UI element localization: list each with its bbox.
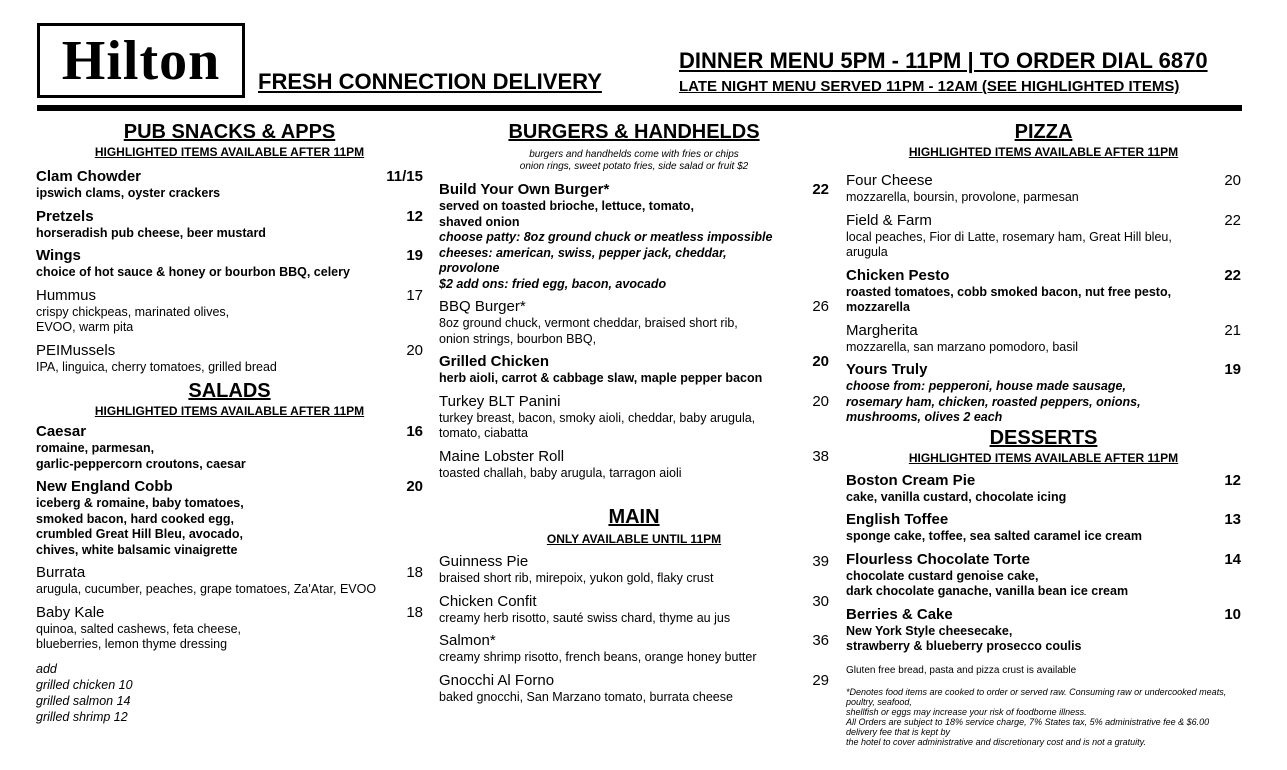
item-description: braised short rib, mirepoix, yukon gold, flaky crust — [439, 571, 714, 585]
item-name: English Toffee — [846, 511, 949, 528]
item-name: PEIMussels — [36, 341, 116, 359]
item-description: IPA, linguica, cherry tomatoes, grilled bread — [36, 359, 277, 374]
item-price: 22 — [1224, 266, 1241, 284]
column-left — [36, 120, 423, 725]
item-description: onion strings, bourbon BBQ, — [439, 331, 597, 346]
item-description: cake, vanilla custard, chocolate icing — [846, 489, 1067, 504]
item-description: herb aioli, carrot & cabbage slaw, maple pepper bacon — [439, 371, 763, 385]
item-price: 20 — [406, 478, 423, 495]
item-description: sponge cake, toffee, sea salted caramel ice cream — [846, 529, 1142, 543]
item-description: creamy shrimp risotto, french beans, orange honey butter — [439, 650, 757, 664]
menu-item — [36, 247, 423, 281]
item-name: Maine Lobster Roll — [439, 447, 565, 465]
header-divider — [37, 105, 1242, 111]
menu-item — [439, 298, 829, 347]
text-line: add — [36, 661, 57, 676]
item-price: 29 — [812, 671, 829, 689]
pizza-items — [846, 172, 1241, 426]
column-center — [439, 120, 829, 705]
pub-subtitle: HIGHLIGHTED ITEMS AVAILABLE AFTER 11PM — [94, 145, 365, 159]
menu-item — [36, 478, 423, 558]
page-title: FRESH CONNECTION DELIVERY — [258, 69, 602, 94]
item-price: 18 — [406, 564, 423, 581]
item-name: Boston Cream Pie — [846, 471, 976, 489]
item-name: Pretzels — [36, 207, 94, 225]
pub-items — [36, 168, 423, 375]
text-line: burgers and handhelds come with fries or chips — [529, 149, 739, 160]
salads-title: SALADS — [188, 380, 271, 402]
item-name: Hummus — [36, 286, 97, 304]
item-description: rosemary ham, chicken, roasted peppers, onions, — [846, 394, 1141, 409]
menu-item — [36, 208, 423, 242]
menu-item — [439, 632, 829, 666]
item-name: Build Your Own Burger* — [439, 181, 610, 198]
item-description: choice of hot sauce & honey or bourbon BBQ, celery — [36, 265, 350, 279]
item-price: 13 — [1224, 511, 1241, 528]
menu-item — [846, 472, 1241, 506]
hilton-logo — [37, 23, 245, 98]
menu-item — [36, 604, 423, 653]
menu-item — [439, 181, 829, 292]
item-description: baked gnocchi, San Marzano tomato, burrata cheese — [439, 689, 733, 704]
menu-item — [846, 172, 1241, 206]
item-description: local peaches, Fior di Latte, rosemary ham, Great Hill bleu, — [846, 229, 1172, 244]
item-price: 16 — [406, 423, 423, 440]
burgers-note — [439, 149, 829, 173]
pizza-title: PIZZA — [1014, 121, 1073, 143]
item-price: 20 — [406, 341, 423, 359]
item-description: mozzarella, san marzano pomodoro, basil — [846, 339, 1079, 354]
item-name: Flourless Chocolate Torte — [846, 550, 1030, 568]
main-subtitle: ONLY AVAILABLE UNTIL 11PM — [546, 532, 722, 546]
item-name: Turkey BLT Panini — [439, 392, 561, 410]
item-options: $2 add ons: fried egg, bacon, avocado — [439, 276, 667, 291]
item-name: Field & Farm — [846, 211, 932, 229]
menu-item — [36, 287, 423, 336]
item-description: mushrooms, olives 2 each — [846, 410, 1003, 424]
item-name: Caesar — [36, 423, 87, 440]
main-title: MAIN — [608, 506, 660, 528]
salad-addons — [36, 661, 423, 725]
item-description: arugula — [846, 245, 888, 259]
item-description: garlic-peppercorn croutons, caesar — [36, 456, 246, 471]
desserts-items — [846, 472, 1241, 655]
menu-item — [846, 551, 1241, 600]
item-price: 26 — [812, 298, 829, 315]
item-price: 11/15 — [386, 168, 423, 185]
gluten-free-note: Gluten free bread, pasta and pizza crust is available — [846, 664, 1077, 676]
late-night-note: LATE NIGHT MENU SERVED 11PM - 12AM (SEE HIGHLIGHTED ITEMS) — [679, 78, 1180, 95]
item-options: cheeses: american, swiss, pepper jack, cheddar, — [439, 245, 727, 260]
item-options: choose patty: 8oz ground chuck or meatless impossible — [439, 230, 773, 244]
item-description: mozzarella, boursin, provolone, parmesan — [846, 190, 1079, 204]
item-description: mozzarella — [846, 300, 910, 314]
column-right — [846, 120, 1241, 747]
item-price: 14 — [1224, 550, 1241, 568]
item-description: New York Style cheesecake, — [846, 623, 1013, 638]
item-price: 12 — [1224, 471, 1241, 489]
menu-item — [439, 593, 829, 627]
item-price: 18 — [406, 603, 423, 621]
item-price: 19 — [1224, 361, 1241, 378]
item-description: quinoa, salted cashews, feta cheese, — [36, 621, 241, 636]
item-description: shaved onion — [439, 214, 520, 229]
item-description: chocolate custard genoise cake, — [846, 568, 1039, 583]
item-price: 20 — [1224, 172, 1241, 189]
menu-item — [439, 672, 829, 706]
item-description: smoked bacon, hard cooked egg, — [36, 511, 234, 526]
menu-item — [846, 511, 1241, 545]
item-name: Chicken Confit — [439, 592, 537, 610]
item-price: 10 — [1224, 605, 1241, 623]
item-description: choose from: pepperoni, house made sausage, — [846, 379, 1126, 393]
item-price: 20 — [812, 353, 829, 370]
item-price: 30 — [812, 592, 829, 610]
item-price: 17 — [406, 286, 423, 304]
item-description: horseradish pub cheese, beer mustard — [36, 225, 266, 240]
disclaimer — [846, 687, 1241, 747]
item-description: toasted challah, baby arugula, tarragon aioli — [439, 465, 682, 480]
text-line: the hotel to cover administrative and discretionary cost and is not a gratuity. — [846, 736, 1146, 747]
item-name: Baby Kale — [36, 603, 105, 621]
item-price: 20 — [812, 392, 829, 410]
item-name: Wings — [36, 247, 81, 264]
menu-item — [36, 342, 423, 376]
item-description: romaine, parmesan, — [36, 441, 155, 455]
dinner-hours: DINNER MENU 5PM - 11PM | TO ORDER DIAL 6870 — [679, 48, 1208, 73]
item-options: provolone — [439, 261, 500, 275]
desserts-subtitle: HIGHLIGHTED ITEMS AVAILABLE AFTER 11PM — [908, 450, 1179, 465]
item-description: ipswich clams, oyster crackers — [36, 186, 221, 200]
item-price: 36 — [812, 632, 829, 649]
item-name: Four Cheese — [846, 172, 933, 189]
item-name: Burrata — [36, 564, 86, 581]
pub-title: PUB SNACKS & APPS — [123, 121, 336, 143]
item-price: 19 — [406, 247, 423, 264]
menu-item — [439, 448, 829, 482]
burgers-items — [439, 181, 829, 481]
text-line: grilled shrimp 12 — [36, 709, 128, 724]
item-name: Clam Chowder — [36, 168, 142, 185]
text-line: All Orders are subject to 18% service charge, 7% States tax, 5% administrative fee & $6.00 delivery fee that is kept by — [846, 716, 1210, 737]
text-line: grilled salmon 14 — [36, 693, 131, 708]
item-name: New England Cobb — [36, 478, 173, 495]
item-name: Chicken Pesto — [846, 266, 950, 284]
item-price: 22 — [812, 181, 829, 198]
item-description: arugula, cucumber, peaches, grape tomatoes, Za'Atar, EVOO — [36, 582, 377, 596]
item-description: blueberries, lemon thyme dressing — [36, 637, 228, 651]
item-price: 12 — [406, 207, 423, 225]
item-name: Yours Truly — [846, 361, 928, 378]
item-description: roasted tomatoes, cobb smoked bacon, nut free pesto, — [846, 284, 1172, 299]
text-line: grilled chicken 10 — [36, 677, 133, 692]
item-name: Salmon* — [439, 632, 496, 649]
menu-item — [846, 212, 1241, 261]
item-name: Gnocchi Al Forno — [439, 671, 555, 689]
text-line: onion rings, sweet potato fries, side salad or fruit $2 — [519, 161, 749, 172]
item-description: crumbled Great Hill Bleu, avocado, — [36, 527, 244, 541]
item-description: EVOO, warm pita — [36, 320, 134, 334]
desserts-title: DESSERTS — [989, 426, 1098, 449]
menu-item — [439, 353, 829, 387]
text-line: shellfish or eggs may increase your risk of foodborne illness. — [846, 706, 1087, 717]
item-description: strawberry & blueberry prosecco coulis — [846, 639, 1082, 653]
item-description: iceberg & romaine, baby tomatoes, — [36, 496, 244, 510]
item-name: Grilled Chicken — [439, 353, 550, 370]
item-price: 21 — [1224, 321, 1241, 339]
item-description: tomato, ciabatta — [439, 426, 528, 440]
menu-item — [439, 553, 829, 587]
item-name: BBQ Burger* — [439, 298, 526, 315]
item-description: crispy chickpeas, marinated olives, — [36, 304, 230, 319]
burgers-title: BURGERS & HANDHELDS — [508, 121, 760, 143]
item-price: 22 — [1224, 211, 1241, 229]
item-description: 8oz ground chuck, vermont cheddar, braised short rib, — [439, 316, 738, 330]
item-price: 38 — [812, 447, 829, 465]
menu-item — [36, 168, 423, 202]
menu-item — [36, 564, 423, 598]
item-name: Guinness Pie — [439, 553, 529, 570]
item-description: creamy herb risotto, sauté swiss chard, thyme au jus — [439, 610, 731, 625]
item-description: chives, white balsamic vinaigrette — [36, 542, 238, 557]
item-name: Berries & Cake — [846, 605, 953, 623]
text-line: *Denotes food items are cooked to order or served raw. Consuming raw or undercooked meats, poultry, seafood, — [846, 686, 1227, 707]
item-description: turkey breast, bacon, smoky aioli, cheddar, baby arugula, — [439, 410, 756, 425]
item-price: 39 — [812, 553, 829, 570]
pizza-subtitle: HIGHLIGHTED ITEMS AVAILABLE AFTER 11PM — [908, 145, 1179, 159]
menu-item — [36, 423, 423, 472]
salads-items — [36, 423, 423, 653]
item-description: dark chocolate ganache, vanilla bean ice cream — [846, 584, 1129, 598]
menu-item — [846, 267, 1241, 316]
menu-item — [846, 606, 1241, 655]
menu-item — [846, 322, 1241, 356]
menu-item — [846, 361, 1241, 426]
logo-text: Hilton — [61, 29, 221, 92]
menu-item — [439, 393, 829, 442]
item-name: Margherita — [846, 321, 918, 339]
main-items — [439, 553, 829, 705]
salads-subtitle: HIGHLIGHTED ITEMS AVAILABLE AFTER 11PM — [94, 404, 365, 418]
item-description: served on toasted brioche, lettuce, tomato, — [439, 199, 694, 213]
